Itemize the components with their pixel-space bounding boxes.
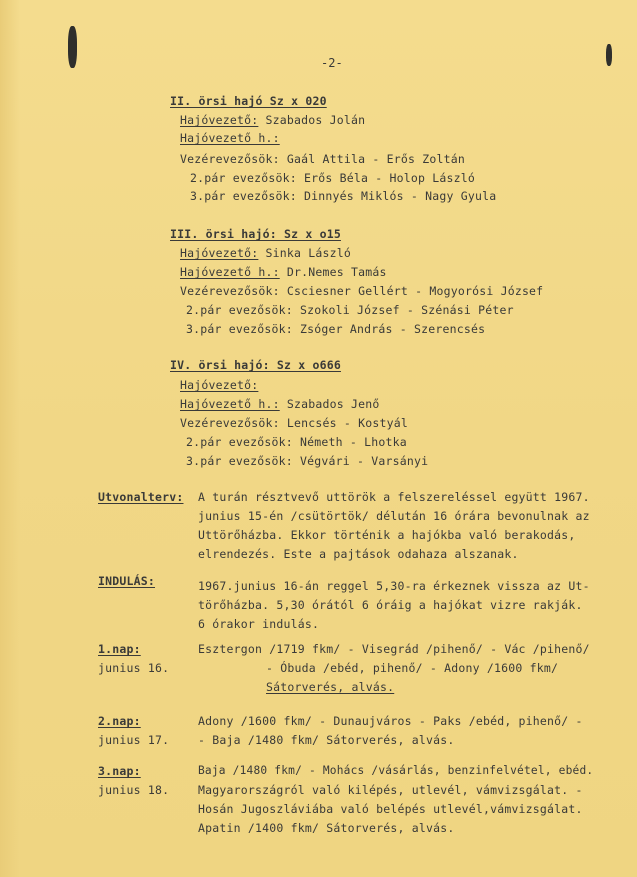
label: Hajóvezető h.: xyxy=(180,131,280,145)
boat-3-title: III. örsi hajó: Sz x o15 xyxy=(170,227,341,241)
indulas-line-3: 6 órakor indulás. xyxy=(198,617,320,631)
punch-hole-mark xyxy=(68,26,77,68)
value: Végvári - Varsányi xyxy=(299,454,429,468)
boat-4-line-1 xyxy=(180,378,258,392)
boat-2-line-1 xyxy=(180,113,365,127)
punch-hole-mark-right xyxy=(606,44,612,66)
value: Sinka László xyxy=(265,246,351,260)
boat-3-line-3 xyxy=(180,284,543,298)
value: Lencsés - Kostyál xyxy=(286,416,408,430)
day-1-line-2: - Óbuda /ebéd, pihenő/ - Adony /1600 fkm/ xyxy=(266,661,559,675)
day-3-line-4: Apatin /1400 fkm/ Sátorverés, alvás. xyxy=(198,821,455,835)
value: Dr.Nemes Tamás xyxy=(286,265,387,279)
boat-2-line-4 xyxy=(190,171,475,185)
label: 3.pár evezősök: xyxy=(190,189,297,203)
day-3-line-2: Magyarországról való kilépés, utlevél, vámvizsgálat. - xyxy=(198,783,583,797)
utvonalterv-line-3: Uttörőházba. Ekkor történik a hajókba való berakodás, xyxy=(198,528,576,542)
day-1-line-3: Sátorverés, alvás. xyxy=(266,680,395,694)
day-3-line-1: Baja /1480 fkm/ - Mohács /vásárlás, benzinfelvétel, ebéd. xyxy=(198,764,594,777)
label: 3.pár evezősök: xyxy=(186,322,293,336)
page-number: -2- xyxy=(321,56,343,70)
value: Csciesner Gellért - Mogyorósi József xyxy=(286,284,544,298)
utvonalterv-line-4: elrendezés. Este a pajtások odahaza alszanak. xyxy=(198,547,519,561)
boat-2-title: II. örsi hajó Sz x 020 xyxy=(170,94,327,108)
paper-edge xyxy=(0,0,20,877)
indulas-line-2: törőházba. 5,30 órától 6 óráig a hajókat vizre rakják. xyxy=(198,598,583,612)
boat-2-line-5 xyxy=(190,189,496,203)
value: Gaál Attila - Erős Zoltán xyxy=(286,152,465,166)
label: Vezérevezősök: xyxy=(180,152,280,166)
boat-4-line-5 xyxy=(186,454,428,468)
label: 3.pár evezősök: xyxy=(186,454,293,468)
day-2-line-1: Adony /1600 fkm/ - Dunaujváros - Paks /ebéd, pihenő/ - xyxy=(198,714,583,728)
boat-2-line-2 xyxy=(180,131,280,145)
value: Szabados Jolán xyxy=(265,113,366,127)
day-3-label: 3.nap: xyxy=(98,764,141,778)
utvonalterv-label: Utvonalterv: xyxy=(98,490,184,504)
label: Hajóvezető h.: xyxy=(180,265,280,279)
value: Szabados Jenő xyxy=(286,397,380,411)
day-2-date: junius 17. xyxy=(98,733,170,747)
boat-3-line-4 xyxy=(186,303,514,317)
utvonalterv-line-1: A turán résztvevő uttörök a felszereléssel együtt 1967. xyxy=(198,490,590,504)
boat-4-line-2 xyxy=(180,397,379,411)
value: Szokoli József - Szénási Péter xyxy=(299,303,514,317)
day-1-line-1: Esztergon /1719 fkm/ - Visegrád /pihenő/ - Vác /pihenő/ xyxy=(198,642,590,656)
label: Hajóvezető: xyxy=(180,246,259,260)
value: Zsóger András - Szerencsés xyxy=(299,322,486,336)
indulas-line-1: 1967.junius 16-án reggel 5,30-ra érkeznek vissza az Ut- xyxy=(198,579,590,593)
day-3-date: junius 18. xyxy=(98,783,170,797)
boat-3-line-2 xyxy=(180,265,387,279)
boat-2-line-3 xyxy=(180,152,465,166)
label: Vezérevezősök: xyxy=(180,284,280,298)
boat-4-title: IV. örsi hajó: Sz x o666 xyxy=(170,358,341,372)
label: 2.pár evezősök: xyxy=(190,171,297,185)
indulas-label: INDULÁS: xyxy=(98,574,155,588)
boat-3-line-5 xyxy=(186,322,485,336)
day-1-date: junius 16. xyxy=(98,661,170,675)
label: Vezérevezősök: xyxy=(180,416,280,430)
boat-3-line-1 xyxy=(180,246,351,260)
label: 2.pár evezősök: xyxy=(186,303,293,317)
day-1-label: 1.nap: xyxy=(98,642,141,656)
label: Hajóvezető: xyxy=(180,378,259,392)
day-2-label: 2.nap: xyxy=(98,714,141,728)
utvonalterv-line-2: junius 15-én /csütörtök/ délután 16 órára bevonulnak az xyxy=(198,509,590,523)
boat-4-line-4 xyxy=(186,435,407,449)
day-3-line-3: Hosán Jugoszláviába való belépés utlevél,vámvizsgálat. xyxy=(198,802,583,816)
day-2-line-2: - Baja /1480 fkm/ Sátorverés, alvás. xyxy=(198,733,455,747)
value: Erős Béla - Holop László xyxy=(303,171,475,185)
boat-4-line-3 xyxy=(180,416,408,430)
value: Németh - Lhotka xyxy=(299,435,407,449)
label: Hajóvezető: xyxy=(180,113,259,127)
label: 2.pár evezősök: xyxy=(186,435,293,449)
label: Hajóvezető h.: xyxy=(180,397,280,411)
value: Dinnyés Miklós - Nagy Gyula xyxy=(303,189,497,203)
